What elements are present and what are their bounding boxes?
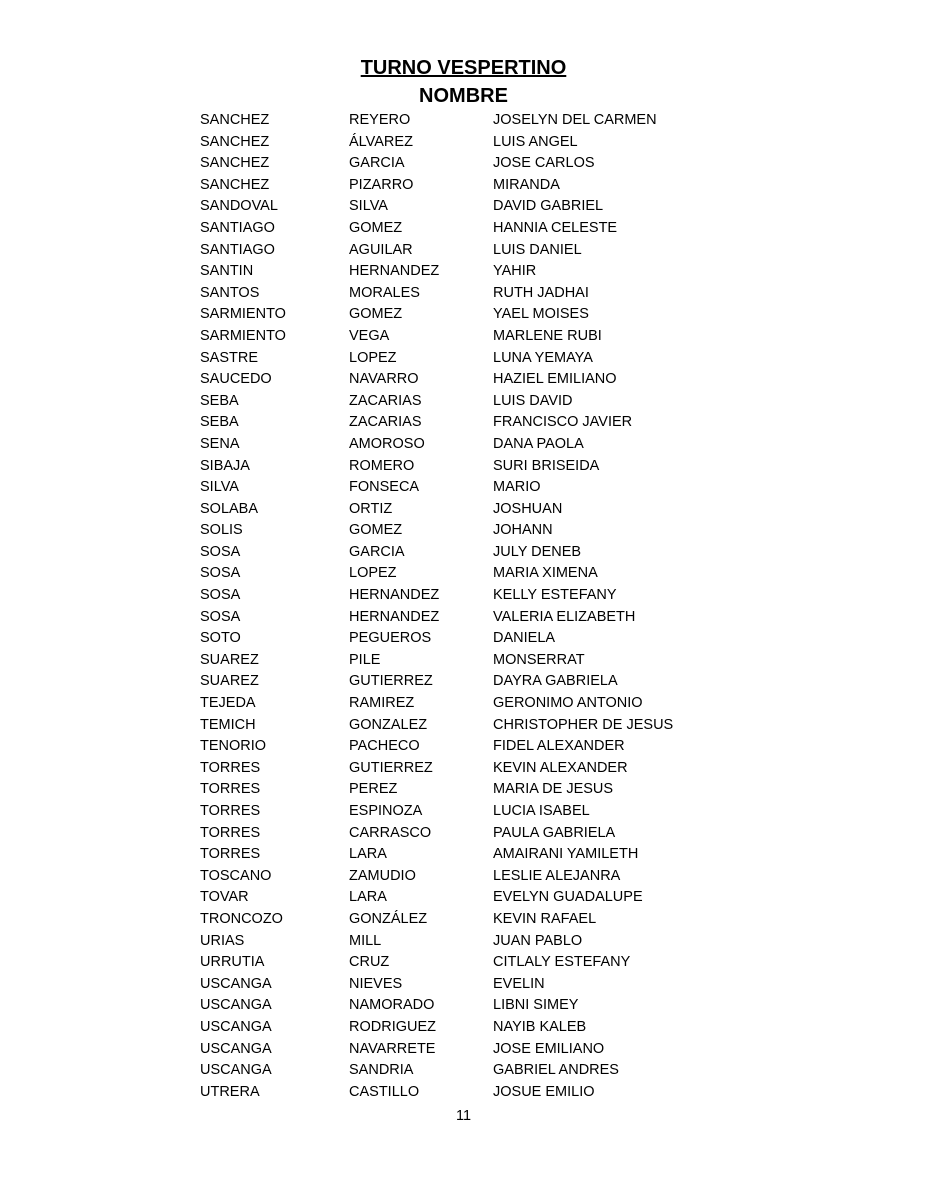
first-surname-cell: SASTRE [200,349,259,366]
given-names-cell: JOSHUAN [493,500,563,517]
given-names-cell: LUCIA ISABEL [493,803,590,819]
second-surname-cell: GUTIERREZ [349,759,433,776]
second-surname-cell: CASTILLO [349,1083,420,1100]
page-title: TURNO VESPERTINO [360,57,567,79]
roster-row [200,520,720,542]
second-surname-cell: PEGUEROS [349,630,432,647]
second-surname-cell: NIEVES [349,975,403,992]
given-names-cell: JOSE EMILIANO [493,1040,605,1057]
roster-row [200,542,720,564]
roster-row [200,477,720,499]
second-surname-cell: NAVARRO [349,371,419,388]
roster-row [200,196,720,218]
first-surname-cell: SEBA [200,392,239,409]
second-surname-cell: ZAMUDIO [349,867,416,884]
second-surname-cell: LOPEZ [349,565,397,582]
first-surname-cell: TORRES [200,781,261,798]
first-surname-cell: SOLIS [200,522,243,539]
given-names-cell: GABRIEL ANDRES [493,1062,619,1079]
given-names-cell: LUIS DAVID [493,392,573,409]
given-names-cell: VALERIA ELIZABETH [493,608,636,625]
given-names-cell: MARIA XIMENA [493,565,598,582]
given-names-cell: HAZIEL EMILIANO [493,371,617,388]
first-surname-cell: SARMIENTO [200,306,286,323]
given-names-cell: LIBNI SIMEY [493,997,579,1014]
roster-row [200,348,720,370]
given-names-cell: AMAIRANI YAMILETH [493,846,639,863]
given-names-cell: RUTH JADHAI [493,284,589,301]
first-surname-cell: SIBAJA [200,457,250,474]
first-surname-cell: SUAREZ [200,651,259,668]
given-names-cell: LESLIE ALEJANRA [493,867,621,884]
second-surname-cell: ZACARIAS [349,414,422,431]
second-surname-cell: LARA [349,846,387,863]
given-names-cell: KELLY ESTEFANY [493,587,617,604]
roster-row [200,1060,720,1082]
roster-row [200,628,720,650]
roster-row [200,844,720,866]
first-surname-cell: SANTIAGO [200,219,275,236]
second-surname-cell: PILE [349,651,381,668]
first-surname-cell: SOSA [200,587,241,604]
second-surname-cell: GUTIERREZ [349,673,433,690]
column-heading-nombre: NOMBRE [419,85,508,107]
roster-row [200,585,720,607]
second-surname-cell: AGUILAR [349,241,413,258]
first-surname-cell: SANTIN [200,263,254,280]
first-surname-cell: USCANGA [200,1018,272,1035]
second-surname-cell: PACHECO [349,738,420,755]
roster-row [200,909,720,931]
first-surname-cell: SOSA [200,565,241,582]
given-names-cell: JOHANN [493,522,553,539]
given-names-cell: GERONIMO ANTONIO [493,695,643,712]
roster-row [200,715,720,737]
second-surname-cell: VEGA [349,327,390,344]
given-names-cell: KEVIN RAFAEL [493,910,597,927]
roster-row [200,736,720,758]
second-surname-cell: HERNANDEZ [349,587,440,604]
first-surname-cell: SANCHEZ [200,155,270,172]
given-names-cell: MARIO [493,479,541,496]
second-surname-cell: CARRASCO [349,824,432,841]
given-names-cell: JOSELYN DEL CARMEN [493,112,657,128]
given-names-cell: EVELIN [493,975,545,992]
first-surname-cell: SANCHEZ [200,112,270,128]
roster-row [200,261,720,283]
first-surname-cell: TEMICH [200,716,256,733]
second-surname-cell: LARA [349,889,387,906]
roster-row [200,240,720,262]
given-names-cell: JOSUE EMILIO [493,1083,595,1100]
first-surname-cell: SOSA [200,608,241,625]
second-surname-cell: ROMERO [349,457,415,474]
second-surname-cell: GARCIA [349,543,405,560]
roster-row [200,952,720,974]
roster-row [200,974,720,996]
student-roster [200,110,720,1103]
roster-row [200,456,720,478]
first-surname-cell: USCANGA [200,1062,272,1079]
given-names-cell: FRANCISCO JAVIER [493,414,633,431]
first-surname-cell: TORRES [200,803,261,819]
second-surname-cell: GOMEZ [349,219,403,236]
second-surname-cell: GONZÁLEZ [349,910,428,927]
first-surname-cell: TORRES [200,846,261,863]
first-surname-cell: SOTO [200,630,241,647]
given-names-cell: SURI BRISEIDA [493,457,600,474]
second-surname-cell: GARCIA [349,155,405,172]
first-surname-cell: SANTOS [200,284,260,301]
first-surname-cell: TENORIO [200,738,267,755]
first-surname-cell: TOVAR [200,889,249,906]
second-surname-cell: RAMIREZ [349,695,415,712]
second-surname-cell: AMOROSO [349,435,425,452]
given-names-cell: LUIS ANGEL [493,133,578,150]
first-surname-cell: SANCHEZ [200,133,270,150]
given-names-cell: DAVID GABRIEL [493,198,604,215]
first-surname-cell: TORRES [200,824,261,841]
roster-row [200,563,720,585]
second-surname-cell: HERNANDEZ [349,263,440,280]
given-names-cell: YAHIR [493,263,537,280]
first-surname-cell: USCANGA [200,997,272,1014]
roster-row [200,304,720,326]
roster-row [200,1039,720,1061]
given-names-cell: NAYIB KALEB [493,1018,587,1035]
second-surname-cell: PIZARRO [349,176,414,193]
given-names-cell: KEVIN ALEXANDER [493,759,628,776]
given-names-cell: JULY DENEB [493,543,582,560]
second-surname-cell: RODRIGUEZ [349,1018,436,1035]
roster-row [200,607,720,629]
given-names-cell: JUAN PABLO [493,932,583,949]
roster-row [200,499,720,521]
first-surname-cell: SILVA [200,479,239,496]
given-names-cell: MIRANDA [493,176,560,193]
first-surname-cell: USCANGA [200,1040,272,1057]
first-surname-cell: SARMIENTO [200,327,286,344]
roster-row [200,283,720,305]
roster-row [200,326,720,348]
first-surname-cell: SENA [200,435,240,452]
first-surname-cell: SANCHEZ [200,176,270,193]
roster-row [200,693,720,715]
given-names-cell: DANA PAOLA [493,435,584,452]
first-surname-cell: SANTIAGO [200,241,275,258]
roster-row [200,218,720,240]
second-surname-cell: MORALES [349,284,420,301]
second-surname-cell: ZACARIAS [349,392,422,409]
roster-row [200,650,720,672]
roster-row [200,175,720,197]
given-names-cell: EVELYN GUADALUPE [493,889,643,906]
given-names-cell: MARLENE RUBI [493,327,602,344]
first-surname-cell: SOSA [200,543,241,560]
roster-row [200,1017,720,1039]
second-surname-cell: ÁLVAREZ [349,133,413,150]
roster-row [200,434,720,456]
first-surname-cell: SUAREZ [200,673,259,690]
first-surname-cell: URRUTIA [200,954,265,971]
second-surname-cell: CRUZ [349,954,390,971]
second-surname-cell: GOMEZ [349,522,403,539]
given-names-cell: CHRISTOPHER DE JESUS [493,716,674,733]
given-names-cell: MONSERRAT [493,651,585,668]
second-surname-cell: FONSECA [349,479,420,496]
first-surname-cell: SOLABA [200,500,259,517]
first-surname-cell: SEBA [200,414,239,431]
roster-row [200,110,720,132]
given-names-cell: HANNIA CELESTE [493,219,618,236]
first-surname-cell: TORRES [200,759,261,776]
given-names-cell: CITLALY ESTEFANY [493,954,631,971]
first-surname-cell: TEJEDA [200,695,256,712]
given-names-cell: JOSE CARLOS [493,155,595,172]
roster-row [200,391,720,413]
second-surname-cell: GOMEZ [349,306,403,323]
first-surname-cell: UTRERA [200,1083,260,1100]
roster-row [200,1082,720,1104]
roster-row [200,779,720,801]
second-surname-cell: ESPINOZA [349,803,423,819]
given-names-cell: FIDEL ALEXANDER [493,738,625,755]
second-surname-cell: NAVARRETE [349,1040,436,1057]
given-names-cell: LUNA YEMAYA [493,349,593,366]
second-surname-cell: REYERO [349,112,411,128]
page-number: 11 [455,1108,472,1124]
roster-row [200,758,720,780]
roster-row [200,887,720,909]
given-names-cell: LUIS DANIEL [493,241,582,258]
roster-row [200,671,720,693]
second-surname-cell: LOPEZ [349,349,397,366]
roster-row [200,132,720,154]
first-surname-cell: SAUCEDO [200,371,272,388]
given-names-cell: MARIA DE JESUS [493,781,614,798]
roster-row [200,153,720,175]
second-surname-cell: SANDRIA [349,1062,414,1079]
first-surname-cell: SANDOVAL [200,198,278,215]
second-surname-cell: PEREZ [349,781,398,798]
second-surname-cell: GONZALEZ [349,716,428,733]
first-surname-cell: TOSCANO [200,867,272,884]
roster-row [200,412,720,434]
second-surname-cell: NAMORADO [349,997,435,1014]
given-names-cell: PAULA GABRIELA [493,824,616,841]
given-names-cell: YAEL MOISES [493,306,589,323]
second-surname-cell: HERNANDEZ [349,608,440,625]
roster-row [200,931,720,953]
roster-row [200,369,720,391]
given-names-cell: DANIELA [493,630,556,647]
first-surname-cell: URIAS [200,932,245,949]
given-names-cell: DAYRA GABRIELA [493,673,618,690]
roster-row [200,823,720,845]
second-surname-cell: SILVA [349,198,388,215]
first-surname-cell: TRONCOZO [200,910,283,927]
second-surname-cell: MILL [349,932,382,949]
roster-row [200,801,720,823]
roster-row [200,866,720,888]
roster-row [200,995,720,1017]
second-surname-cell: ORTIZ [349,500,393,517]
first-surname-cell: USCANGA [200,975,272,992]
